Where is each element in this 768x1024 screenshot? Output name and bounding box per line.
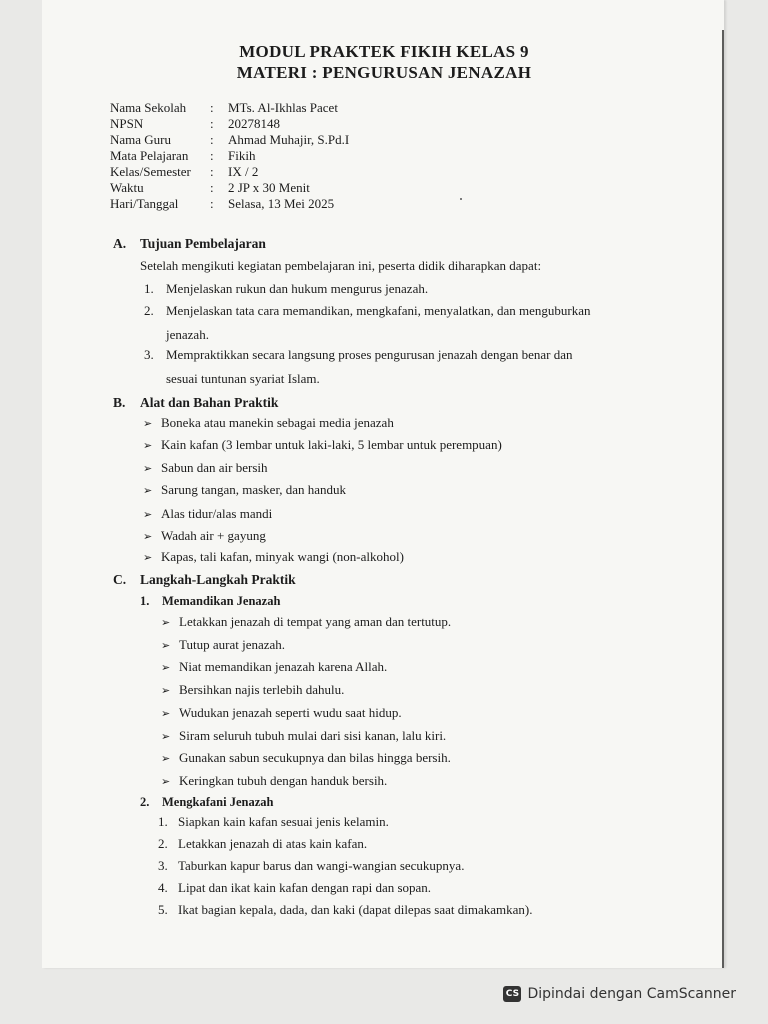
objective-item-1 [144, 281, 428, 297]
shrouding-step [158, 902, 532, 918]
section-b-heading [113, 395, 278, 411]
section-c-letter: C. [113, 572, 127, 587]
shrouding-step-text: Lipat dan ikat kain kafan dengan rapi dan sopan. [178, 880, 432, 895]
arrow-bullet-icon: ➢ [143, 552, 153, 564]
objective-item-2-cont: jenazah. [166, 327, 209, 342]
arrow-bullet-icon: ➢ [143, 418, 153, 430]
bathing-step-text: Siram seluruh tubuh mulai dari sisi kanan, lalu kiri. [179, 728, 447, 743]
document-title-line1: MODUL PRAKTEK FIKIH KELAS 9 [239, 42, 529, 61]
section-a-title: Tujuan Pembelajaran [140, 236, 266, 251]
material-item [143, 437, 502, 453]
shrouding-step-num: 4. [158, 880, 168, 895]
info-row [110, 148, 349, 164]
material-item [143, 528, 266, 544]
subsection-2-num: 2. [140, 795, 150, 809]
material-text: Sabun dan air bersih [161, 460, 268, 475]
bathing-step [161, 637, 285, 653]
info-row [110, 180, 349, 196]
info-row [110, 196, 349, 212]
bathing-step-text: Niat memandikan jenazah karena Allah. [179, 659, 388, 674]
bathing-step-text: Keringkan tubuh dengan handuk bersih. [179, 773, 388, 788]
bathing-step-text: Letakkan jenazah di tempat yang aman dan tertutup. [179, 614, 452, 629]
material-text: Kain kafan (3 lembar untuk laki-laki, 5 lembar untuk perempuan) [161, 437, 502, 452]
section-c-title: Langkah-Langkah Praktik [140, 572, 296, 587]
shrouding-step [158, 858, 464, 874]
info-value: Selasa, 13 Mei 2025 [228, 196, 335, 211]
bathing-step-text: Tutup aurat jenazah. [179, 637, 286, 652]
info-colon: : [210, 164, 214, 179]
arrow-bullet-icon: ➢ [161, 617, 171, 629]
shrouding-step-text: Letakkan jenazah di atas kain kafan. [178, 836, 368, 851]
material-item [143, 506, 272, 522]
arrow-bullet-icon: ➢ [143, 485, 153, 497]
bathing-step [161, 682, 344, 698]
info-value: IX / 2 [228, 164, 259, 179]
material-item [143, 415, 394, 431]
info-value: MTs. Al-Ikhlas Pacet [228, 100, 338, 115]
material-text: Kapas, tali kafan, minyak wangi (non-alkohol) [161, 549, 404, 564]
camscanner-watermark [503, 986, 736, 1002]
material-item [143, 482, 346, 498]
bathing-step [161, 750, 451, 766]
shrouding-step-text: Ikat bagian kepala, dada, dan kaki (dapat dilepas saat dimakamkan). [178, 902, 533, 917]
bathing-step-text: Gunakan sabun secukupnya dan bilas hingga bersih. [179, 750, 451, 765]
page-edge-shadow [722, 30, 724, 968]
arrow-bullet-icon: ➢ [161, 708, 171, 720]
material-text: Boneka atau manekin sebagai media jenazah [161, 415, 394, 430]
info-colon: : [210, 196, 214, 211]
info-colon: : [210, 148, 214, 163]
section-b-letter: B. [113, 395, 126, 410]
material-text: Wadah air + gayung [161, 528, 266, 543]
info-row [110, 132, 349, 148]
section-c-heading [113, 572, 296, 588]
info-label: Nama Sekolah [110, 100, 187, 115]
arrow-bullet-icon: ➢ [161, 662, 171, 674]
document-title-line2: MATERI : PENGURUSAN JENAZAH [236, 63, 532, 82]
arrow-bullet-icon: ➢ [161, 640, 171, 652]
objective-num: 3. [144, 347, 154, 362]
bathing-step [161, 773, 387, 789]
info-row [110, 116, 349, 132]
subsection-1-heading [140, 594, 280, 609]
shrouding-step-num: 2. [158, 836, 168, 851]
arrow-bullet-icon: ➢ [143, 531, 153, 543]
info-row [110, 164, 349, 180]
subsection-1-title: Memandikan Jenazah [162, 594, 281, 608]
subsection-1-num: 1. [140, 594, 150, 608]
subsection-2-heading [140, 795, 273, 810]
arrow-bullet-icon: ➢ [143, 440, 153, 452]
info-colon: : [210, 180, 214, 195]
objective-item-3-cont: sesuai tuntunan syariat Islam. [166, 371, 320, 386]
section-a-letter: A. [113, 236, 127, 251]
bathing-step-text: Bersihkan najis terlebih dahulu. [179, 682, 345, 697]
arrow-bullet-icon: ➢ [143, 509, 153, 521]
info-label: Nama Guru [110, 132, 172, 147]
watermark-text: Dipindai dengan CamScanner [527, 986, 736, 1002]
material-text: Alas tidur/alas mandi [161, 506, 273, 521]
bathing-step [161, 659, 387, 675]
bathing-step-text: Wudukan jenazah seperti wudu saat hidup. [179, 705, 402, 720]
material-item [143, 549, 404, 565]
section-a-intro: Setelah mengikuti kegiatan pembelajaran ini, peserta didik diharapkan dapat: [140, 258, 542, 273]
arrow-bullet-icon: ➢ [143, 463, 153, 475]
section-b-title: Alat dan Bahan Praktik [140, 395, 279, 410]
scan-speck [460, 198, 462, 200]
info-row [110, 100, 349, 116]
arrow-bullet-icon: ➢ [161, 776, 171, 788]
info-colon: : [210, 100, 214, 115]
school-info-block [110, 100, 349, 212]
objective-item-3 [144, 347, 572, 363]
section-a-heading [113, 236, 266, 252]
info-colon: : [210, 132, 214, 147]
material-text: Sarung tangan, masker, dan handuk [161, 482, 347, 497]
camscanner-logo-icon: CS [503, 986, 521, 1002]
shrouding-step [158, 880, 431, 896]
info-value: Ahmad Muhajir, S.Pd.I [228, 132, 350, 147]
info-label: Kelas/Semester [110, 164, 191, 179]
objective-item-2 [144, 303, 591, 319]
arrow-bullet-icon: ➢ [161, 731, 171, 743]
arrow-bullet-icon: ➢ [161, 685, 171, 697]
shrouding-step-text: Siapkan kain kafan sesuai jenis kelamin. [178, 814, 389, 829]
objective-text: Menjelaskan tata cara memandikan, mengkafani, menyalatkan, dan menguburkan [166, 303, 591, 318]
objective-text: Mempraktikkan secara langsung proses pengurusan jenazah dengan benar dan [166, 347, 573, 362]
info-label: NPSN [110, 116, 144, 131]
info-label: Waktu [110, 180, 144, 195]
subsection-2-title: Mengkafani Jenazah [162, 795, 274, 809]
objective-num: 1. [144, 281, 154, 296]
info-label: Hari/Tanggal [110, 196, 179, 211]
info-colon: : [210, 116, 214, 131]
info-value: 20278148 [228, 116, 280, 131]
shrouding-step-num: 3. [158, 858, 168, 873]
shrouding-step [158, 814, 389, 830]
arrow-bullet-icon: ➢ [161, 753, 171, 765]
objective-num: 2. [144, 303, 154, 318]
bathing-step [161, 728, 446, 744]
info-value: 2 JP x 30 Menit [228, 180, 310, 195]
material-item [143, 460, 268, 476]
bathing-step [161, 705, 402, 721]
bathing-step [161, 614, 451, 630]
info-value: Fikih [228, 148, 256, 163]
shrouding-step-num: 5. [158, 902, 168, 917]
objective-text: Menjelaskan rukun dan hukum mengurus jenazah. [166, 281, 429, 296]
info-label: Mata Pelajaran [110, 148, 189, 163]
shrouding-step-num: 1. [158, 814, 168, 829]
shrouding-step-text: Taburkan kapur barus dan wangi-wangian secukupnya. [178, 858, 465, 873]
shrouding-step [158, 836, 367, 852]
